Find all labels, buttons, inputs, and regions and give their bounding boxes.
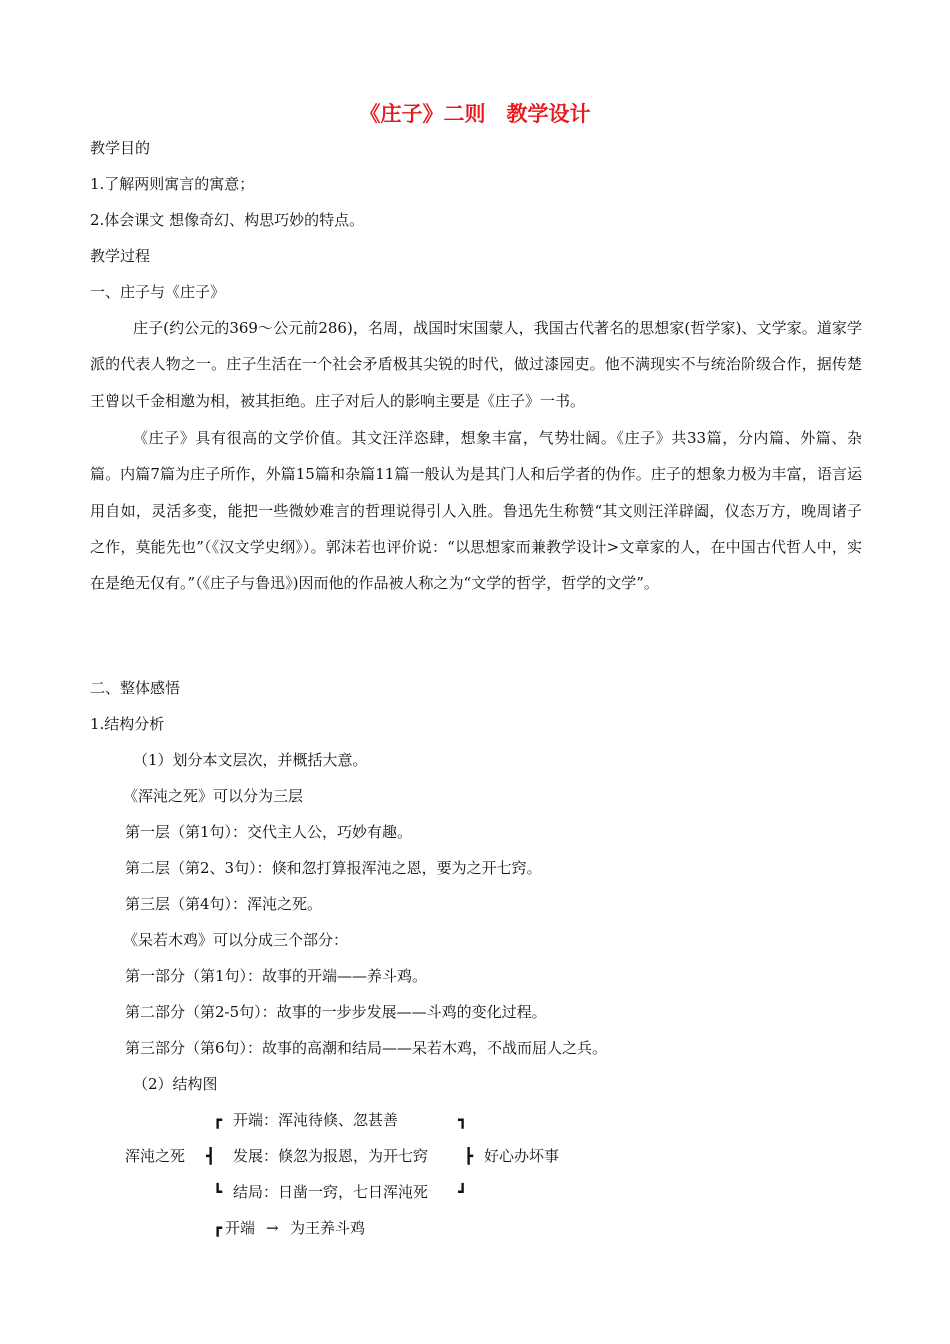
goal-item: 1.了解两则寓言的寓意； <box>90 175 255 193</box>
diagram-root: 浑沌之死 <box>125 1147 186 1165</box>
process-heading: 教学过程 <box>90 247 151 265</box>
story1-intro: 《浑沌之死》可以分为三层 <box>123 787 304 805</box>
question-2: （2）结构图 <box>133 1075 218 1093</box>
diagram-end: 结局：日凿一窍，七日浑沌死 <box>233 1183 429 1201</box>
bracket-middle-left: ┫ <box>206 1147 216 1165</box>
arrow-right-icon: → <box>266 1219 279 1237</box>
bracket-middle-right: ┣ <box>464 1147 474 1165</box>
paragraph-zhuangzi-bio: 庄子(约公元的369～公元前286)，名周，战国时宋国蒙人，我国古代著名的思想家(哲学家)、文学家。道家学派的代表人物之一。庄子生活在一个社会矛盾极其尖锐的时代，做过漆园吏。他不满现实不与统治阶级合作，据传楚王曾以千金相邀为相，被其拒绝。庄子对后人的影响主要是《庄子》一书。 <box>90 319 862 410</box>
sub1-heading: 1.结构分析 <box>90 715 165 733</box>
goal-item: 2.体会课文 想像奇幻、构思巧妙的特点。 <box>90 211 365 229</box>
story1-layer: 第二层（第2、3句）：倏和忽打算报浑沌之恩，要为之开七窍。 <box>125 859 542 877</box>
bracket-bottom-left: ┗ <box>213 1183 223 1201</box>
story2-part: 第二部分（第2-5句）：故事的一步步发展——斗鸡的变化过程。 <box>125 1003 547 1021</box>
diagram-next-start: 开端 <box>225 1219 256 1237</box>
story2-intro: 《呆若木鸡》可以分成三个部分： <box>123 931 349 949</box>
diagram-develop: 发展：倏忽为报恩，为开七窍 <box>233 1147 429 1165</box>
bracket-top-right: ┓ <box>458 1111 468 1129</box>
bracket-next-left: ┏ <box>213 1219 223 1237</box>
section1-heading: 一、庄子与《庄子》 <box>90 283 226 301</box>
story1-layer: 第一层（第1句）：交代主人公，巧妙有趣。 <box>125 823 413 841</box>
story1-layer: 第三层（第4句）：浑沌之死。 <box>125 895 323 913</box>
story2-part: 第三部分（第6句）：故事的高潮和结局——呆若木鸡，不战而屈人之兵。 <box>125 1039 608 1057</box>
paragraph-zhuangzi-book: 《庄子》具有很高的文学价值。其文汪洋恣肆，想象丰富，气势壮阔。《庄子》共33篇，分内篇、外篇、杂篇。内篇7篇为庄子所作，外篇15篇和杂篇11篇一般认为是其门人和后学者的伪作。庄子的想象力极为丰富，语言运用自如，灵活多变，能把一些微妙难言的哲理说得引人入胜。鲁迅先生称赞“其文则汪洋辟阖，仪态万方，晚周诸子之作，莫能先也”（《汉文学史纲》）。郭沫若也评价说：“以思想家而兼教学设计>文章家的人，在中国古代哲人中，实在是绝无仅有。”（《庄子与鲁迅》)因而他的作品被人称之为“文学的哲学，哲学的文学”。 <box>90 429 862 593</box>
goals-heading: 教学目的 <box>90 139 151 157</box>
diagram-start: 开端：浑沌待倏、忽甚善 <box>233 1111 399 1129</box>
diagram-summary: 好心办坏事 <box>484 1147 560 1165</box>
bracket-top-left: ┏ <box>213 1111 223 1129</box>
section2-heading: 二、整体感悟 <box>90 679 181 697</box>
document-title: 《庄子》二则 教学设计 <box>359 102 591 126</box>
story2-part: 第一部分（第1句）：故事的开端——养斗鸡。 <box>125 967 428 985</box>
diagram-next-text: 为王养斗鸡 <box>290 1219 366 1237</box>
question-1: （1）划分本文层次，并概括大意。 <box>133 751 368 769</box>
bracket-bottom-right: ┛ <box>458 1183 468 1201</box>
